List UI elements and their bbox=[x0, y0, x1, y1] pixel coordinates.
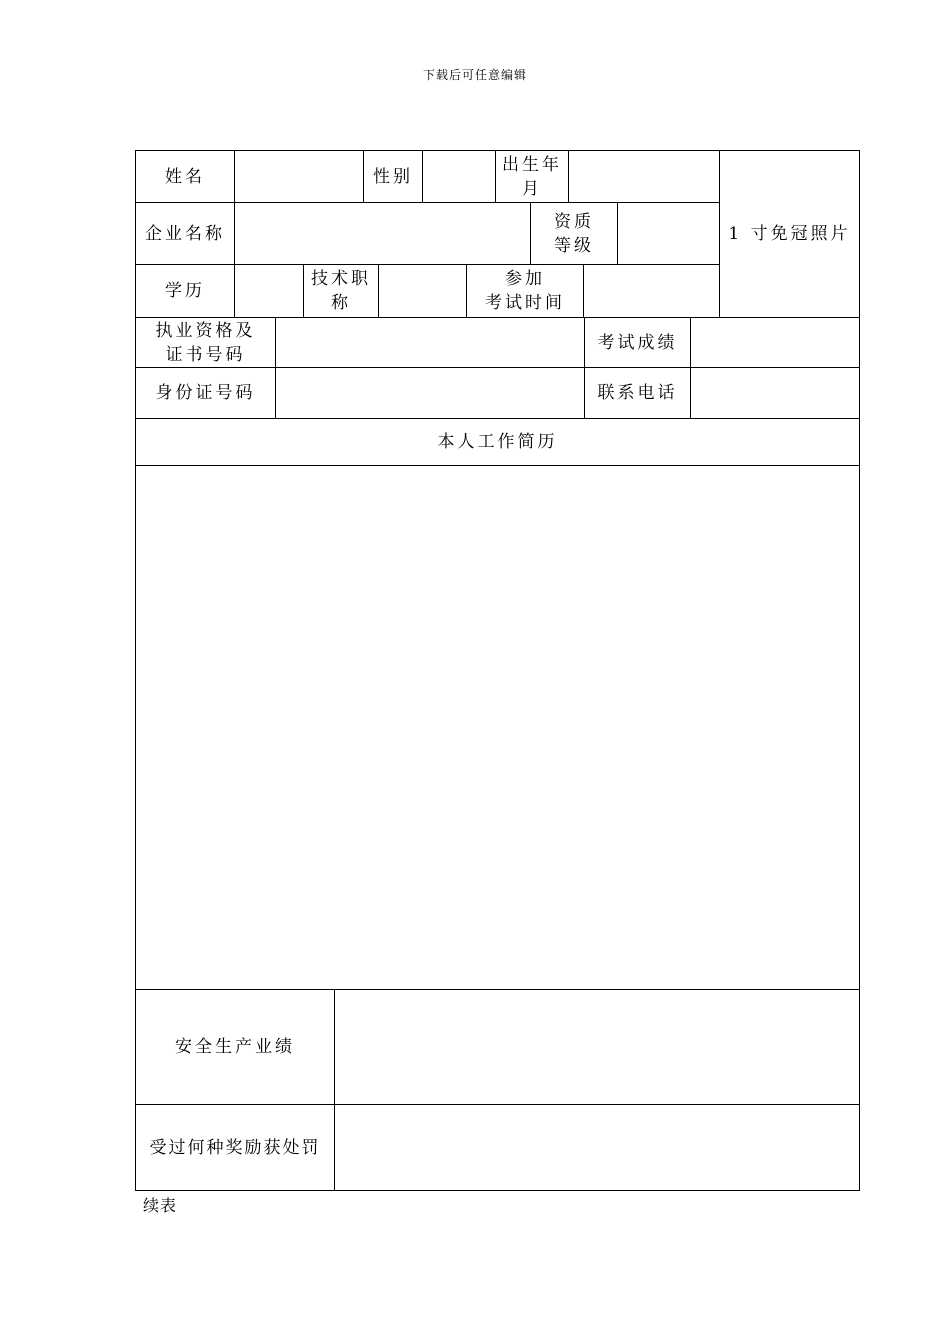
continued-table-label: 续表 bbox=[143, 1196, 178, 1215]
table-border-bottom bbox=[135, 1190, 860, 1191]
label-technical-title: 技术职 称 bbox=[311, 269, 371, 313]
field-technical-title[interactable] bbox=[379, 265, 466, 317]
page-header-note: 下载后可任意编辑 bbox=[422, 68, 527, 82]
label-qualification-level: 资质 等级 bbox=[554, 211, 594, 256]
field-company-name[interactable] bbox=[235, 203, 530, 264]
field-name[interactable] bbox=[235, 151, 363, 202]
table-border-right bbox=[859, 150, 860, 1191]
field-phone[interactable] bbox=[691, 368, 859, 418]
field-work-resume[interactable] bbox=[136, 466, 859, 989]
label-awards-penalties: 受过何种奖励获处罚 bbox=[149, 1137, 321, 1158]
field-certificate-number[interactable] bbox=[276, 318, 584, 367]
field-gender[interactable] bbox=[423, 151, 495, 202]
field-id-number[interactable] bbox=[276, 368, 584, 418]
field-awards-penalties[interactable] bbox=[335, 1105, 859, 1190]
field-exam-time[interactable] bbox=[584, 265, 719, 317]
label-safety-performance: 安全生产业绩 bbox=[175, 1037, 295, 1057]
label-phone: 联系电话 bbox=[597, 383, 678, 403]
label-certificate-number: 执业资格及 证书号码 bbox=[155, 320, 256, 365]
label-company-name: 企业名称 bbox=[145, 223, 225, 244]
field-qualification-level[interactable] bbox=[618, 203, 719, 264]
field-exam-score[interactable] bbox=[691, 318, 859, 367]
label-gender: 性别 bbox=[373, 166, 413, 187]
label-birth-date: 出生年 月 bbox=[502, 154, 562, 199]
label-exam-time: 参加 考试时间 bbox=[485, 269, 565, 313]
label-exam-score: 考试成绩 bbox=[597, 332, 678, 353]
field-birth-date[interactable] bbox=[569, 151, 719, 202]
label-photo: 1 寸免冠照片 bbox=[728, 224, 851, 244]
field-safety-performance[interactable] bbox=[335, 990, 859, 1104]
field-education[interactable] bbox=[235, 265, 303, 317]
label-name: 姓名 bbox=[165, 166, 205, 187]
label-id-number: 身份证号码 bbox=[155, 383, 256, 403]
label-education: 学历 bbox=[165, 281, 205, 301]
section-work-resume: 本人工作简历 bbox=[437, 432, 558, 452]
